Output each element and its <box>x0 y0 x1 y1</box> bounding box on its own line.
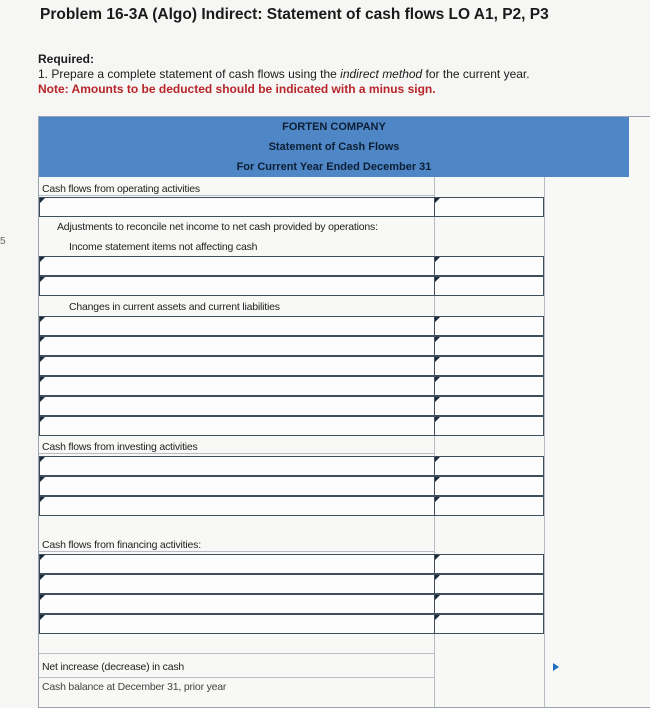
change-desc-input-5[interactable] <box>39 396 435 416</box>
financing-label: Cash flows from financing activities: <box>42 539 201 551</box>
change-amount-input-4[interactable] <box>434 376 544 396</box>
operating-amount-input[interactable] <box>434 197 544 217</box>
row-line <box>39 677 434 678</box>
operating-total-amount-input[interactable] <box>434 416 544 436</box>
instruction-method: indirect method <box>340 67 423 81</box>
financing-amount-input-2[interactable] <box>434 574 544 594</box>
company-name: FORTEN COMPANY <box>282 121 386 133</box>
investing-amount-input-1[interactable] <box>434 456 544 476</box>
financing-desc-input-4[interactable] <box>39 614 435 634</box>
net-increase-amount-arrow-icon <box>553 663 559 671</box>
adjustments-label: Adjustments to reconcile net income to net cash provided by operations: <box>57 221 378 233</box>
change-amount-input-3[interactable] <box>434 356 544 376</box>
investing-desc-input-1[interactable] <box>39 456 435 476</box>
financing-amount-input-4[interactable] <box>434 614 544 634</box>
net-increase-label: Net increase (decrease) in cash <box>42 661 185 673</box>
investing-desc-input-3[interactable] <box>39 496 435 516</box>
financing-desc-input-3[interactable] <box>39 594 435 614</box>
investing-desc-input-2[interactable] <box>39 476 435 496</box>
change-amount-input-2[interactable] <box>434 336 544 356</box>
statement-name: Statement of Cash Flows <box>268 141 400 153</box>
margin-mark: 5 <box>0 236 6 247</box>
change-desc-input-1[interactable] <box>39 316 435 336</box>
statement-header-text <box>39 117 629 177</box>
financing-amount-input-1[interactable] <box>434 554 544 574</box>
row-line <box>39 453 434 454</box>
change-amount-input-5[interactable] <box>434 396 544 416</box>
row-line <box>39 653 434 654</box>
cash-balance-prior-label: Cash balance at December 31, prior year <box>42 681 227 693</box>
investing-amount-input-3[interactable] <box>434 496 544 516</box>
change-desc-input-3[interactable] <box>39 356 435 376</box>
instructions <box>38 52 530 97</box>
financing-desc-input-2[interactable] <box>39 574 435 594</box>
change-desc-input-2[interactable] <box>39 336 435 356</box>
investing-label: Cash flows from investing activities <box>42 441 198 453</box>
financing-desc-input-1[interactable] <box>39 554 435 574</box>
income-item-amount-input-2[interactable] <box>434 276 544 296</box>
statement-period: For Current Year Ended December 31 <box>236 161 432 173</box>
change-desc-input-4[interactable] <box>39 376 435 396</box>
operating-total-desc-input[interactable] <box>39 416 435 436</box>
financing-amount-input-3[interactable] <box>434 594 544 614</box>
operating-label: Cash flows from operating activities <box>42 183 200 195</box>
changes-label: Changes in current assets and current liabilities <box>69 301 280 313</box>
cash-flow-statement <box>38 116 650 708</box>
income-item-desc-input-2[interactable] <box>39 276 435 296</box>
investing-amount-input-2[interactable] <box>434 476 544 496</box>
change-amount-input-1[interactable] <box>434 316 544 336</box>
row-line <box>39 551 434 552</box>
problem-title: Problem 16-3A (Algo) Indirect: Statement of cash flows LO A1, P2, P3 <box>40 6 549 23</box>
required-label: Required: <box>38 52 95 66</box>
row-line <box>39 195 434 196</box>
note-text: Note: Amounts to be deducted should be indicated with a minus sign. <box>38 82 436 96</box>
instruction-text-end: for the current year. <box>422 67 530 81</box>
income-items-label: Income statement items not affecting cash <box>69 241 258 253</box>
income-item-desc-input-1[interactable] <box>39 256 435 276</box>
income-item-amount-input-1[interactable] <box>434 256 544 276</box>
operating-desc-input[interactable] <box>39 197 435 217</box>
column-divider-2 <box>544 177 545 707</box>
instruction-line <box>38 67 530 82</box>
instruction-text: 1. Prepare a complete statement of cash flows using the <box>38 67 341 81</box>
